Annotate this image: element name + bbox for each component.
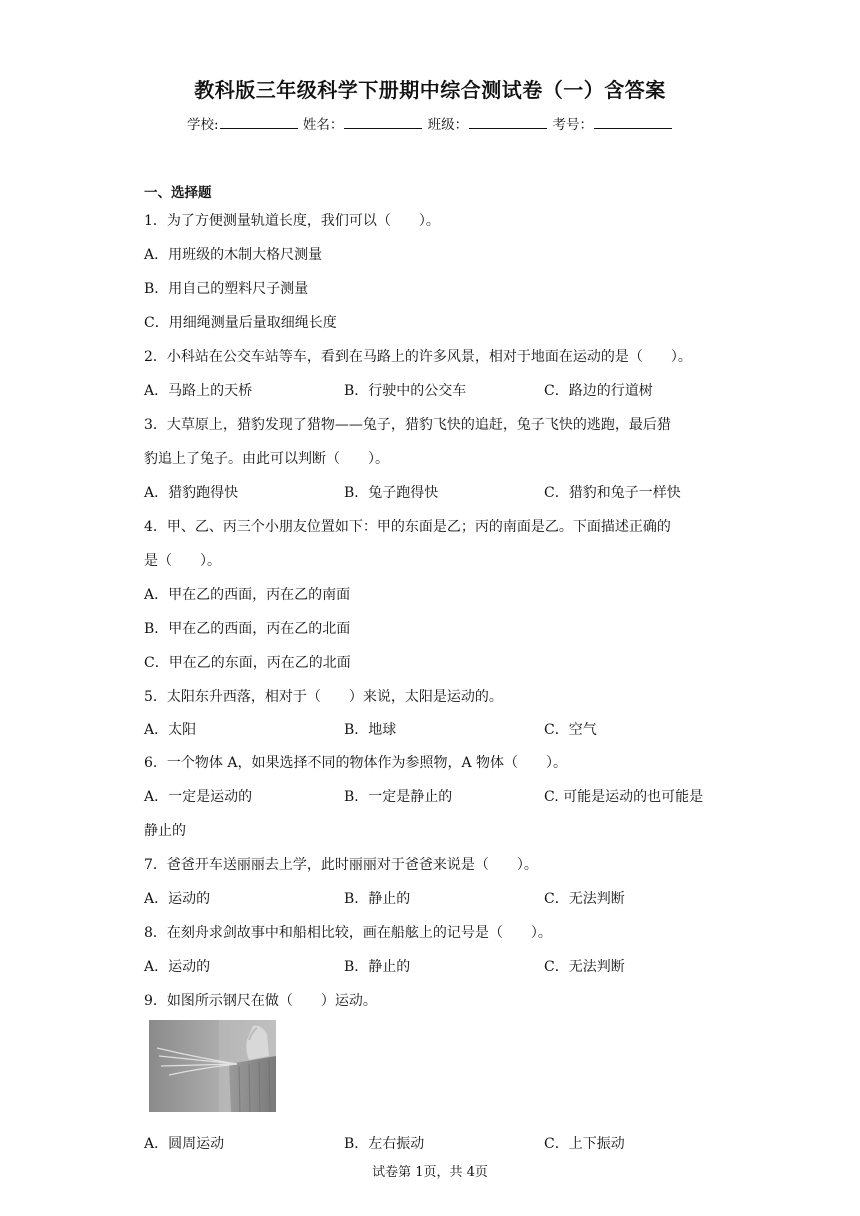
question-4-stem: 4．甲、乙、丙三个小朋友位置如下：甲的东面是乙；丙的南面是乙。下面描述正确的: [144, 519, 671, 535]
name-blank[interactable]: [344, 116, 422, 129]
question-2-option-a: A．马路上的天桥: [144, 383, 253, 399]
question-8-stem: 8．在刻舟求剑故事中和船相比较，画在船舷上的记号是（ ）。: [144, 925, 552, 941]
question-3-option-a: A．猎豹跑得快: [144, 485, 239, 501]
question-6-option-c: C. 可能是运动的也可能是: [544, 789, 704, 805]
question-3-stem: 3．大草原上，猎豹发现了猎物——兔子，猎豹飞快的追赶，兔子飞快的逃跑，最后猎: [144, 417, 671, 433]
class-blank[interactable]: [469, 116, 547, 129]
question-5-stem: 5．太阳东升西落，相对于（ ）来说，太阳是运动的。: [144, 689, 503, 705]
exam-title: 教科版三年级科学下册期中综合测试卷（一）含答案: [194, 78, 666, 102]
question-7-option-b: B．静止的: [344, 891, 411, 907]
question-2-option-c: C．路边的行道树: [544, 383, 653, 399]
question-3-stem-cont: 豹追上了兔子。由此可以判断（ ）。: [144, 451, 389, 467]
question-2-stem: 2．小科站在公交车站等车，看到在马路上的许多风景，相对于地面在运动的是（ ）。: [144, 349, 692, 365]
question-6-option-a: A．一定是运动的: [144, 789, 253, 805]
question-4-option-a: A．甲在乙的西面，丙在乙的南面: [144, 587, 351, 603]
question-3-option-c: C．猎豹和兔子一样快: [544, 485, 681, 501]
question-5-option-a: A．太阳: [144, 722, 197, 738]
question-6-option-c-cont: 静止的: [144, 823, 186, 839]
question-8-option-b: B．静止的: [344, 959, 411, 975]
question-6-option-b: B．一定是静止的: [344, 789, 453, 805]
question-8-option-a: A．运动的: [144, 959, 211, 975]
student-info-line: [0, 113, 860, 133]
question-1-option-b: B．用自己的塑料尺子测量: [144, 281, 309, 297]
class-label: 班级：: [427, 117, 469, 133]
question-5-option-c: C．空气: [544, 722, 597, 738]
question-2-option-b: B．行驶中的公交车: [344, 383, 467, 399]
question-9-option-a: A．圆周运动: [144, 1136, 225, 1152]
question-5-option-b: B．地球: [344, 722, 397, 738]
question-6-stem: 6．一个物体 A，如果选择不同的物体作为参照物，A 物体（ ）。: [144, 755, 568, 771]
question-1-stem: 1．为了方便测量轨道长度，我们可以（ ）。: [144, 213, 440, 229]
question-4-option-b: B．甲在乙的西面，丙在乙的北面: [144, 621, 351, 637]
question-4-stem-cont: 是（ ）。: [144, 553, 221, 569]
section-heading: 一、选择题: [144, 185, 212, 201]
question-7-option-c: C．无法判断: [544, 891, 625, 907]
steel-ruler-vibration-photo: [149, 1020, 276, 1112]
question-1-option-a: A．用班级的木制大格尺测量: [144, 247, 323, 263]
exam-no-label: 考号：: [552, 117, 593, 133]
question-8-option-c: C．无法判断: [544, 959, 625, 975]
question-9-option-b: B．左右振动: [344, 1136, 425, 1152]
question-9-option-c: C．上下振动: [544, 1136, 625, 1152]
page-footer: 试卷第 1页，共 4页: [372, 1165, 488, 1180]
question-4-option-c: C．甲在乙的东面，丙在乙的北面: [144, 655, 351, 671]
exam-no-blank[interactable]: [594, 116, 672, 129]
question-9-stem: 9．如图所示钢尺在做（ ）运动。: [144, 993, 377, 1009]
school-blank[interactable]: [220, 116, 298, 129]
question-7-option-a: A．运动的: [144, 891, 211, 907]
school-label: 学校:: [187, 117, 219, 133]
question-1-option-c: C．用细绳测量后量取细绳长度: [144, 315, 337, 331]
question-3-option-b: B．兔子跑得快: [344, 485, 439, 501]
name-label: 姓名：: [302, 117, 344, 133]
question-7-stem: 7．爸爸开车送丽丽去上学，此时丽丽对于爸爸来说是（ ）。: [144, 857, 538, 873]
